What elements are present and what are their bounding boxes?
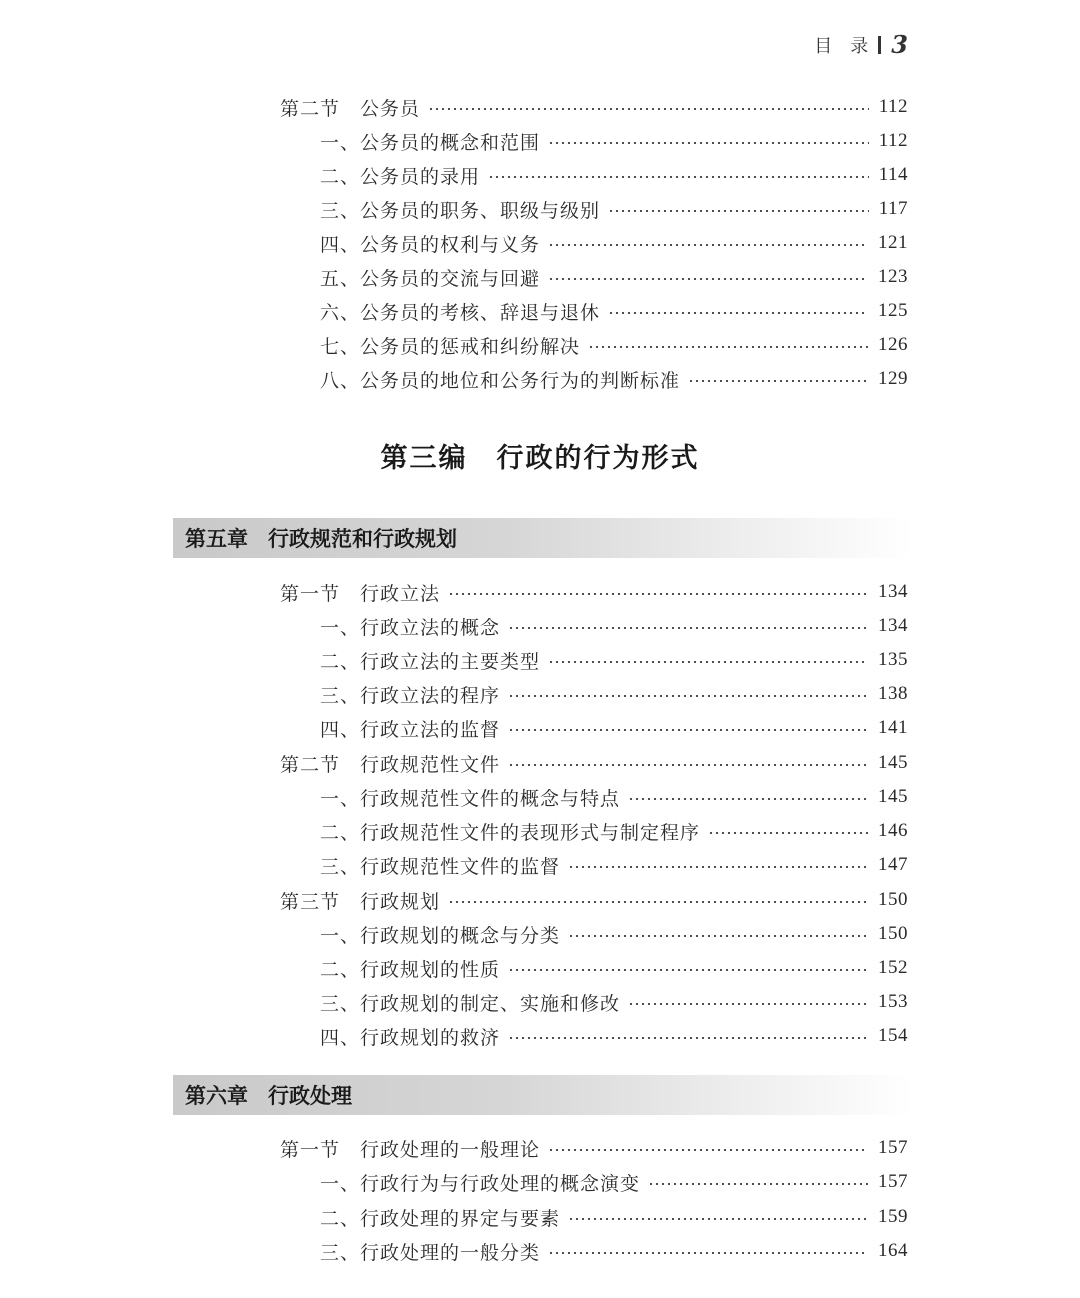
toc-page-number: 145 bbox=[878, 752, 908, 773]
dot-leader bbox=[588, 346, 868, 348]
toc-page-number: 112 bbox=[878, 130, 908, 151]
dot-leader bbox=[708, 832, 868, 834]
toc-section bbox=[280, 1133, 908, 1163]
dot-leader bbox=[568, 935, 868, 937]
toc-entry-title: 四、行政规划的救济 bbox=[320, 1026, 501, 1049]
dot-leader bbox=[548, 244, 868, 246]
toc-entry-title: 二、公务员的录用 bbox=[320, 165, 481, 188]
toc-page-number: 145 bbox=[878, 786, 908, 807]
toc-entry-title: 二、行政立法的主要类型 bbox=[320, 650, 541, 673]
toc-page-number: 134 bbox=[878, 615, 908, 636]
toc-entry-title: 三、行政规划的制定、实施和修改 bbox=[320, 992, 621, 1015]
toc-entry-title: 三、行政规范性文件的监督 bbox=[320, 855, 561, 878]
toc-page-number: 146 bbox=[878, 820, 908, 841]
dot-leader bbox=[628, 1003, 868, 1005]
toc-item bbox=[320, 713, 908, 743]
chapter-title: 行政处理 bbox=[268, 1084, 352, 1108]
toc-page-number: 138 bbox=[878, 683, 908, 704]
toc-entry-title: 三、行政处理的一般分类 bbox=[320, 1241, 541, 1264]
toc-item bbox=[320, 645, 908, 675]
toc-page-number: 159 bbox=[878, 1206, 908, 1227]
toc-entry-title: 一、行政规划的概念与分类 bbox=[320, 924, 561, 947]
toc-page-number: 126 bbox=[878, 334, 908, 355]
toc-item bbox=[320, 364, 908, 394]
toc-page-number: 112 bbox=[878, 96, 908, 117]
dot-leader bbox=[548, 1252, 868, 1254]
toc-page-number: 141 bbox=[878, 717, 908, 738]
dot-leader bbox=[428, 108, 869, 110]
dot-leader bbox=[548, 1149, 868, 1151]
dot-leader bbox=[548, 278, 868, 280]
toc-entry-title: 四、行政立法的监督 bbox=[320, 718, 501, 741]
toc-page-number: 121 bbox=[878, 232, 908, 253]
chapter-title: 行政规范和行政规划 bbox=[268, 527, 457, 551]
dot-leader bbox=[508, 969, 868, 971]
dot-leader bbox=[548, 661, 868, 663]
dot-leader bbox=[448, 901, 868, 903]
toc-entry-title: 第二节 行政规范性文件 bbox=[280, 753, 501, 776]
toc-entry-title: 一、公务员的概念和范围 bbox=[320, 131, 541, 154]
dot-leader bbox=[448, 593, 868, 595]
toc-entry-title: 第三节 行政规划 bbox=[280, 890, 441, 913]
chapter-number: 第五章 bbox=[185, 527, 248, 551]
running-head bbox=[814, 30, 908, 59]
dot-leader bbox=[608, 210, 869, 212]
toc-item bbox=[320, 330, 908, 360]
toc-page-number: 152 bbox=[878, 957, 908, 978]
toc-entry-title: 三、行政立法的程序 bbox=[320, 684, 501, 707]
toc-entry-title: 六、公务员的考核、辞退与退休 bbox=[320, 301, 601, 324]
chapter-heading bbox=[173, 1075, 913, 1115]
dot-leader bbox=[608, 312, 868, 314]
dot-leader bbox=[688, 380, 868, 382]
chapter-number: 第六章 bbox=[185, 1084, 248, 1108]
toc-entry-title: 第一节 行政立法 bbox=[280, 582, 441, 605]
dot-leader bbox=[568, 1218, 868, 1220]
chapter-heading bbox=[173, 518, 913, 558]
dot-leader bbox=[568, 866, 868, 868]
toc-section bbox=[280, 92, 908, 122]
dot-leader bbox=[508, 764, 868, 766]
toc-page-number: 125 bbox=[878, 300, 908, 321]
toc-item bbox=[320, 919, 908, 949]
toc-entry-title: 五、公务员的交流与回避 bbox=[320, 267, 541, 290]
toc-entry-title: 四、公务员的权利与义务 bbox=[320, 233, 541, 256]
toc-page-number: 153 bbox=[878, 991, 908, 1012]
toc-entry-title: 二、行政规范性文件的表现形式与制定程序 bbox=[320, 821, 701, 844]
toc-section bbox=[280, 577, 908, 607]
toc-item bbox=[320, 1202, 908, 1232]
dot-leader bbox=[508, 627, 868, 629]
toc-entry-title: 二、行政规划的性质 bbox=[320, 958, 501, 981]
toc-entry-title: 一、行政规范性文件的概念与特点 bbox=[320, 787, 621, 810]
dot-leader bbox=[628, 798, 868, 800]
toc-item bbox=[320, 816, 908, 846]
toc-entry-title: 一、行政立法的概念 bbox=[320, 616, 501, 639]
toc-item bbox=[320, 228, 908, 258]
toc-item bbox=[320, 126, 908, 156]
toc-page-number: 157 bbox=[878, 1171, 908, 1192]
toc-page-number: 135 bbox=[878, 649, 908, 670]
toc-page-number: 123 bbox=[878, 266, 908, 287]
toc-page-number: 129 bbox=[878, 368, 908, 389]
toc-entry-title: 七、公务员的惩戒和纠纷解决 bbox=[320, 335, 581, 358]
toc-item bbox=[320, 1236, 908, 1266]
toc-item bbox=[320, 679, 908, 709]
toc-entry-title: 一、行政行为与行政处理的概念演变 bbox=[320, 1172, 641, 1195]
toc-page-number: 150 bbox=[878, 889, 908, 910]
page-number: 3 bbox=[891, 30, 908, 59]
toc-entry-title: 二、行政处理的界定与要素 bbox=[320, 1207, 561, 1230]
toc-item bbox=[320, 262, 908, 292]
toc-page-number: 154 bbox=[878, 1025, 908, 1046]
toc-section bbox=[280, 748, 908, 778]
toc-item bbox=[320, 987, 908, 1017]
dot-leader bbox=[488, 176, 869, 178]
running-head-label: 目 录 bbox=[814, 35, 869, 57]
toc-page-number: 150 bbox=[878, 923, 908, 944]
toc-page-number: 164 bbox=[878, 1240, 908, 1261]
toc-item bbox=[320, 850, 908, 880]
toc-item bbox=[320, 1021, 908, 1051]
toc-entry-title: 三、公务员的职务、职级与级别 bbox=[320, 199, 601, 222]
part-title: 第三编 行政的行为形式 bbox=[380, 443, 700, 474]
toc-page-number: 117 bbox=[878, 198, 908, 219]
toc-section bbox=[280, 885, 908, 915]
toc-item bbox=[320, 296, 908, 326]
dot-leader bbox=[648, 1183, 868, 1185]
dot-leader bbox=[508, 729, 868, 731]
toc-page-number: 147 bbox=[878, 854, 908, 875]
toc-item bbox=[320, 194, 908, 224]
toc-page-number: 134 bbox=[878, 581, 908, 602]
toc-item bbox=[320, 782, 908, 812]
toc-entry-title: 第二节 公务员 bbox=[280, 97, 421, 120]
toc-item bbox=[320, 953, 908, 983]
dot-leader bbox=[508, 695, 868, 697]
toc-item bbox=[320, 1167, 908, 1197]
toc-entry-title: 八、公务员的地位和公务行为的判断标准 bbox=[320, 369, 681, 392]
dot-leader bbox=[508, 1037, 868, 1039]
dot-leader bbox=[548, 142, 869, 144]
toc-page-number: 114 bbox=[878, 164, 908, 185]
running-head-divider bbox=[878, 36, 881, 54]
toc-item bbox=[320, 160, 908, 190]
toc-page-number: 157 bbox=[878, 1137, 908, 1158]
toc-entry-title: 第一节 行政处理的一般理论 bbox=[280, 1138, 541, 1161]
toc-item bbox=[320, 611, 908, 641]
